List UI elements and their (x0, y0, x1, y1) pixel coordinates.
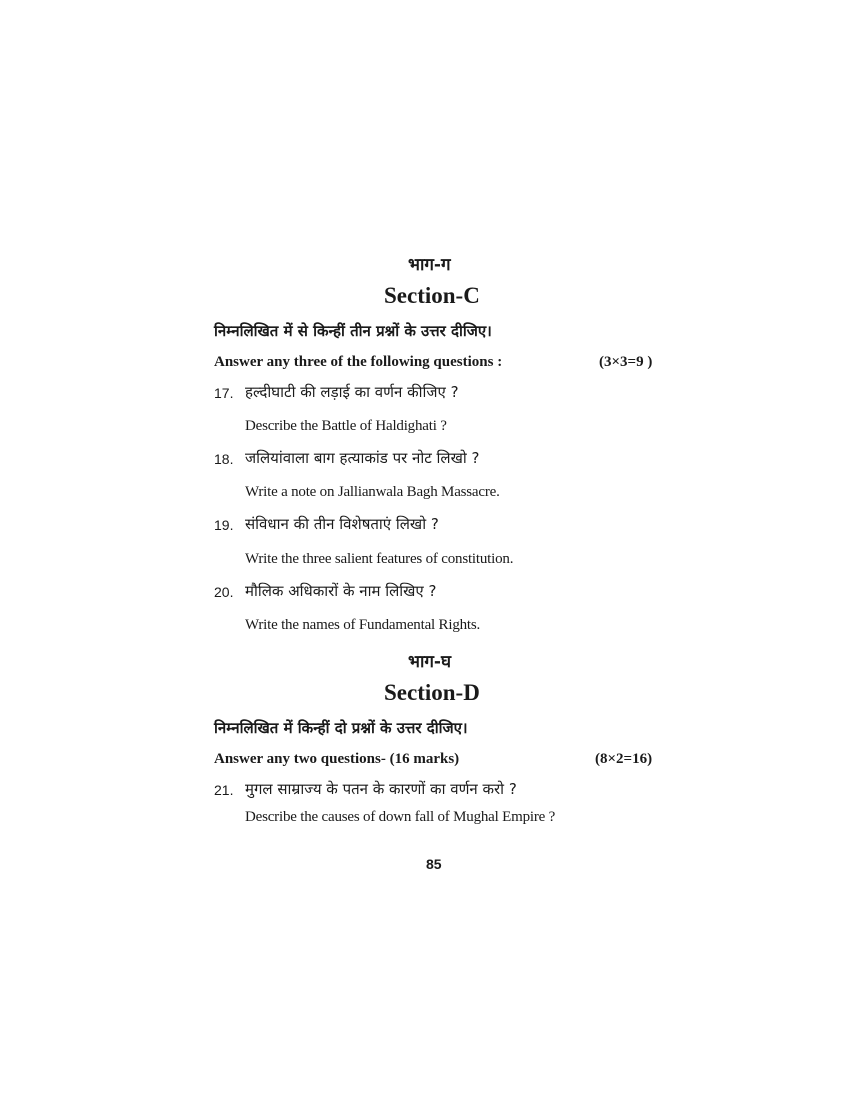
question-english-text: Describe the causes of down fall of Mughal Empire ? (245, 809, 556, 825)
question-number: 21. (214, 782, 234, 798)
question-number: 17. (214, 385, 234, 401)
section-c-hindi-heading: भाग-ग (408, 255, 451, 275)
question-hindi-text: मौलिक अधिकारों के नाम लिखिए ? (245, 582, 437, 600)
question-english-text: Describe the Battle of Haldighati ? (245, 418, 447, 434)
page-number: 85 (426, 856, 442, 872)
question-english-text: Write the three salient features of constitution. (245, 551, 514, 567)
section-c-title: Section-C (384, 283, 480, 308)
section-d-marks: (8×2=16) (595, 751, 653, 767)
question-number: 20. (214, 584, 234, 600)
question-hindi-text: हल्दीघाटी की लड़ाई का वर्णन कीजिए ? (245, 383, 459, 401)
question-english-text: Write the names of Fundamental Rights. (245, 617, 481, 633)
question-hindi-text: जलियांवाला बाग हत्याकांड पर नोट लिखो ? (245, 449, 480, 467)
section-c-marks: (3×3=9 ) (599, 354, 653, 370)
section-d-title: Section-D (384, 680, 480, 705)
section-d-hindi-instruction: निम्नलिखित में किन्हीं दो प्रश्नों के उत्तर दीजिए। (214, 719, 468, 737)
section-c-hindi-instruction: निम्नलिखित में से किन्हीं तीन प्रश्नों के उत्तर दीजिए। (214, 322, 492, 340)
section-c-english-instruction: Answer any three of the following questions : (214, 354, 503, 370)
question-english-text: Write a note on Jallianwala Bagh Massacre. (245, 484, 500, 500)
question-number: 18. (214, 451, 234, 467)
section-d-english-instruction: Answer any two questions- (16 marks) (214, 751, 460, 767)
question-number: 19. (214, 517, 234, 533)
section-d-hindi-heading: भाग-घ (408, 652, 452, 672)
question-hindi-text: संविधान की तीन विशेषताएं लिखो ? (245, 515, 439, 533)
question-hindi-text: मुगल साम्राज्य के पतन के कारणों का वर्णन करो ? (245, 780, 517, 798)
